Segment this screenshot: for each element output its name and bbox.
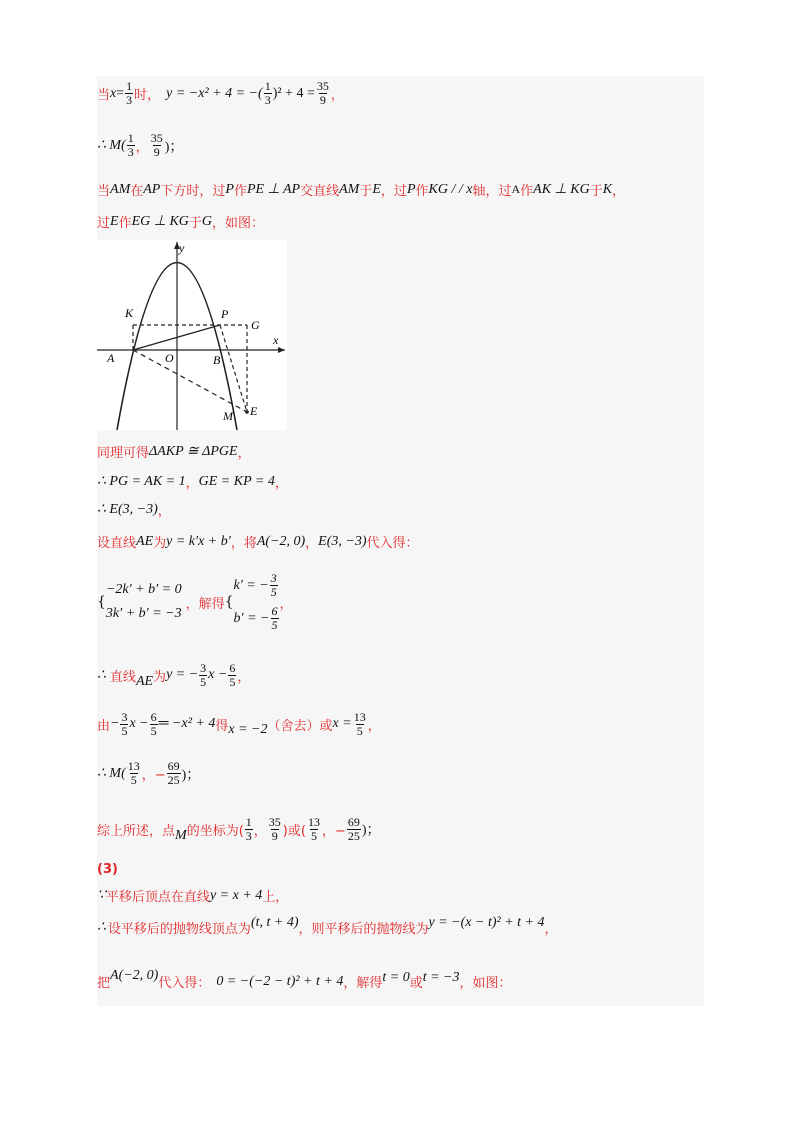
text-fragment: 上，: [262, 890, 289, 905]
line-16: [97, 914, 558, 937]
text-fragment: 作: [520, 184, 534, 199]
label-x: x: [273, 333, 279, 347]
text-fragment: 过: [97, 216, 111, 231]
text-fragment: 3k′ + b′ = −3: [105, 606, 182, 621]
text-fragment: y = x + 4: [209, 887, 263, 903]
text-fragment: 0 = −(−2 − t)² + t + 4: [216, 973, 344, 989]
label-m: M: [223, 409, 233, 423]
math: y = −x² + 4 = −(: [166, 85, 263, 101]
text-fragment: 35: [150, 131, 163, 145]
text-fragment: ，: [237, 669, 251, 685]
text-fragment: )；: [361, 823, 381, 838]
text-fragment: AK ⊥ KG: [533, 182, 590, 197]
text-fragment: y = −(x − t)² + t + 4: [428, 914, 545, 930]
text-fragment: AM: [339, 181, 360, 197]
text-fragment: 3: [245, 828, 252, 843]
label-y: y: [179, 241, 185, 255]
text-fragment: A(−2, 0): [110, 967, 159, 983]
text-fragment: 69: [347, 814, 360, 829]
text-fragment: ∴: [97, 920, 106, 935]
text-fragment: ，将: [230, 536, 257, 551]
text-fragment: 13: [127, 759, 140, 773]
text-fragment: 3: [127, 145, 134, 159]
text-fragment: 6: [271, 604, 278, 618]
text-fragment: y = k′x + b′: [166, 533, 231, 549]
fraction: [264, 80, 272, 107]
text-fragment: ΔAKP ≅ ΔPGE: [149, 444, 238, 459]
text-fragment: 在: [130, 184, 144, 199]
text-fragment: ∵: [97, 888, 106, 903]
geometry-figure: [97, 240, 287, 430]
text-fragment: (t, t + 4): [250, 914, 299, 930]
text-fragment: ，: [237, 446, 251, 461]
line-2: [97, 132, 183, 159]
label-o: O: [165, 351, 174, 365]
text-fragment: x =: [332, 716, 352, 731]
parabola-diagram: [97, 240, 287, 430]
ae-dashed-line: [133, 350, 247, 412]
text-fragment: 于: [188, 216, 202, 231]
line-5: [97, 442, 251, 461]
text-fragment: 综上所述，点: [97, 823, 176, 839]
text-fragment: 轴，过: [472, 184, 512, 199]
text-fragment: 5: [150, 723, 157, 738]
text-fragment: x = −2: [228, 722, 268, 737]
label-b: B: [213, 353, 221, 367]
text-fragment: ，: [544, 922, 558, 937]
point-e: [245, 410, 249, 414]
text-fragment: 作: [233, 184, 247, 199]
text-fragment: ，则平移后的抛物线为: [298, 922, 429, 937]
text-fragment: ，−: [321, 823, 346, 839]
text-fragment: E(3, −3): [318, 533, 367, 549]
text-fragment: ，: [253, 823, 267, 839]
line-3: [97, 180, 625, 199]
text-fragment: AE: [136, 533, 154, 549]
text-fragment: P: [225, 181, 234, 197]
text-fragment: E: [110, 213, 119, 229]
text: ，: [135, 140, 149, 155]
line-14: [97, 862, 118, 877]
text-fragment: −: [110, 716, 120, 731]
line-1: [97, 80, 344, 107]
text-fragment: )；: [181, 767, 201, 783]
text-fragment: ，: [185, 476, 199, 491]
line-7: [97, 500, 171, 519]
text-fragment: 25: [347, 828, 360, 843]
text-fragment: 13: [353, 709, 366, 724]
text: 当: [97, 88, 111, 103]
text-fragment: 代入得：: [366, 536, 419, 551]
line-10: [97, 660, 250, 690]
text-fragment: 9: [153, 145, 160, 159]
line-6: [97, 472, 288, 491]
text-fragment: 25: [167, 773, 180, 787]
line-17: [97, 967, 512, 991]
label-e: E: [250, 404, 258, 418]
text-fragment: 把: [97, 976, 111, 991]
math: )；: [164, 139, 184, 155]
text-fragment: 设平移后的抛物线顶点为: [107, 922, 251, 937]
text-fragment: 5: [121, 723, 128, 738]
math: x: [110, 85, 117, 101]
text-fragment: ，解得: [185, 596, 225, 612]
text-fragment: 下方时，过: [160, 184, 226, 199]
text-fragment: 3: [200, 660, 207, 675]
section-label: (3): [97, 862, 118, 877]
label-p: P: [221, 307, 229, 321]
text-fragment: 35: [268, 814, 281, 829]
text-fragment: ，解得: [343, 976, 383, 991]
text-fragment: 3: [121, 709, 128, 724]
text-fragment: 同理可得: [97, 446, 150, 461]
text-fragment: 直线: [109, 669, 136, 685]
fraction: [150, 132, 164, 159]
text-fragment: KG / / x: [428, 181, 473, 197]
text-fragment: PE ⊥ AP: [246, 182, 301, 197]
text-fragment: M: [175, 828, 187, 843]
text-fragment: t = −3: [422, 969, 460, 985]
text-fragment: K: [602, 181, 613, 197]
math: ∴ M(: [97, 138, 126, 153]
text-fragment: )或(: [282, 823, 306, 839]
text-fragment: 或: [409, 976, 423, 991]
text-fragment: 于: [359, 184, 373, 199]
text-fragment: 5: [356, 723, 363, 738]
line-11: [97, 710, 381, 738]
solution-content: [97, 76, 704, 1006]
text-fragment: 9: [271, 828, 278, 843]
text-fragment: b′ = −: [233, 610, 270, 626]
text-fragment: 5: [130, 773, 137, 787]
solution-system: [234, 572, 280, 632]
text-fragment: AE: [135, 674, 154, 689]
text-fragment: ，如图：: [459, 976, 512, 991]
label-g: G: [251, 318, 260, 332]
text-fragment: ，: [612, 184, 626, 199]
text-fragment: 5: [229, 674, 236, 689]
text-fragment: 平移后顶点在直线: [105, 890, 210, 905]
text-fragment: −2k′ + b′ = 0: [105, 582, 182, 597]
label-a: A: [107, 351, 115, 365]
text-fragment: k′ = −: [233, 577, 269, 593]
text-fragment: 作: [118, 216, 132, 231]
text-fragment: ，−: [141, 768, 166, 783]
text-fragment: 作: [415, 184, 429, 199]
text-fragment: 1: [245, 814, 252, 829]
text-fragment: ，过: [380, 184, 407, 199]
text-fragment: 3: [126, 93, 133, 107]
text-fragment: 1: [264, 79, 271, 93]
text-fragment: ∴ M(: [97, 766, 126, 781]
text-fragment: 代入得：: [158, 976, 211, 991]
text-fragment: 35: [316, 79, 329, 93]
text-fragment: 6: [150, 709, 157, 724]
text: ，: [330, 88, 344, 103]
text-fragment: 6: [229, 660, 236, 675]
text-fragment: EG ⊥ KG: [131, 214, 189, 229]
text: 时，: [134, 88, 161, 103]
text-fragment: ，: [274, 476, 288, 491]
fraction: [316, 80, 330, 107]
line-8: [97, 532, 419, 551]
x-axis-arrow: [278, 347, 285, 353]
text-fragment: 1: [126, 79, 133, 93]
text-fragment: x −: [129, 716, 149, 731]
text-fragment: ，: [305, 536, 319, 551]
line-9: { −2k′ + b′ = 0 3k′ + b′ = −3 ，解得 { k′ = − $\frac{3}{5}$ b′ = − $\frac{6}{5}$ ，: [97, 571, 293, 632]
math: =: [116, 85, 125, 101]
line-4: [97, 212, 264, 231]
text-fragment: A(−2, 0): [256, 533, 306, 549]
fraction: [127, 132, 135, 159]
text-fragment: ∴ E(3, −3): [97, 502, 158, 517]
text-fragment: 当: [97, 184, 111, 199]
text-fragment: 5: [310, 828, 317, 843]
text-fragment: 5: [271, 618, 278, 632]
text-fragment: 3: [264, 93, 271, 107]
text-fragment: x −: [208, 667, 228, 682]
text-fragment: 5: [270, 585, 277, 599]
text-fragment: ═ −x² + 4: [158, 716, 216, 731]
line-15: [97, 886, 288, 905]
text-fragment: 于: [589, 184, 603, 199]
text-fragment: 69: [167, 759, 180, 773]
text-fragment: 5: [200, 674, 207, 689]
text-fragment: 1: [127, 131, 134, 145]
text-fragment: ，: [157, 504, 171, 519]
text-fragment: 3: [270, 571, 277, 585]
text-fragment: G: [201, 213, 213, 229]
fraction: [125, 80, 133, 107]
text-fragment: t = 0: [382, 969, 410, 985]
text-fragment: ，: [367, 718, 381, 734]
text-fragment: ∴: [97, 667, 106, 683]
equation-system: [106, 582, 182, 622]
math: )² + 4 =: [272, 85, 315, 101]
text-fragment: E: [372, 181, 381, 197]
label-k: K: [125, 306, 134, 320]
text-fragment: 的坐标为(: [186, 823, 244, 839]
text-fragment: ∴ PG = AK = 1: [97, 474, 186, 489]
text-fragment: GE = KP = 4: [198, 473, 275, 489]
text-fragment: AM: [110, 181, 131, 197]
text-fragment: y = −: [166, 667, 199, 682]
line-13: [97, 814, 381, 844]
text-fragment: 13: [307, 814, 320, 829]
text-fragment: 9: [319, 93, 326, 107]
text-fragment: A: [511, 182, 521, 196]
text-fragment: 得: [215, 718, 229, 734]
text-fragment: 设直线: [97, 536, 137, 551]
text-fragment: ，如图：: [212, 216, 265, 231]
text-fragment: 为: [153, 669, 167, 685]
text-fragment: 为: [153, 536, 167, 551]
text-fragment: AP: [143, 181, 161, 197]
line-12: [97, 760, 200, 787]
text-fragment: 交直线: [300, 184, 340, 199]
text-fragment: P: [406, 181, 416, 197]
text-fragment: 由: [97, 718, 111, 734]
text-fragment: （舍去）或: [267, 718, 333, 734]
text-fragment: ，: [279, 596, 293, 612]
